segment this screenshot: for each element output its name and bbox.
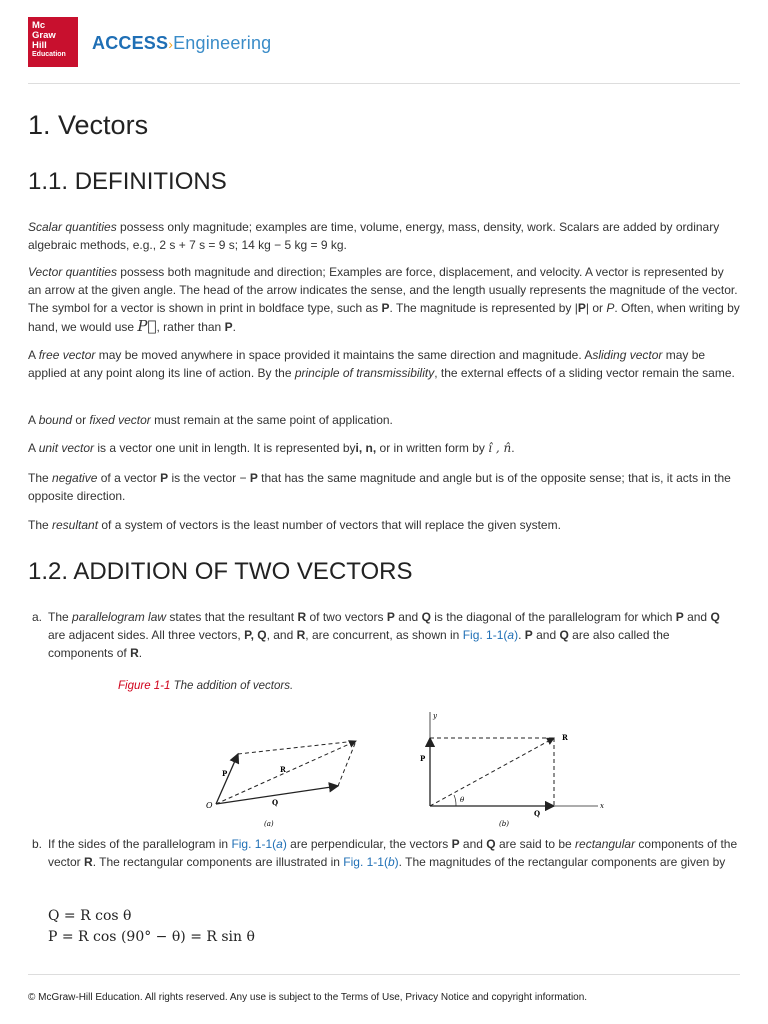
text: | or: [585, 301, 607, 315]
text: P: [577, 301, 586, 315]
text: and: [532, 628, 560, 642]
copyright-footer: © McGraw-Hill Education. All rights reserved. Any use is subject to the Terms of Use, Privacy Notice and copyright information.: [28, 992, 588, 1003]
text: of a vector: [97, 471, 161, 485]
text: may be applied at any point along its line of action. By the: [28, 348, 706, 380]
mcgraw-hill-logo[interactable]: [28, 17, 78, 67]
list-marker: b.: [32, 837, 43, 851]
term: Vector quantities: [28, 265, 117, 279]
text: If the sides of the parallelogram in: [48, 837, 232, 851]
figure-link-1-1a[interactable]: [463, 628, 518, 642]
text: . The magnitude is represented by |: [389, 301, 578, 315]
paragraph-bound-vector: [28, 411, 740, 429]
text: P: [524, 628, 533, 642]
subfigure-label-a: (a): [264, 820, 274, 828]
text: i, n,: [355, 441, 377, 455]
header-divider: [28, 83, 740, 84]
label-q: Q: [534, 809, 541, 818]
text: R: [296, 628, 306, 642]
text: are adjacent sides. All three vectors,: [48, 628, 245, 642]
paragraph-resultant: [28, 516, 740, 534]
link-text: Fig. 1-1(: [343, 855, 388, 869]
text: and: [683, 610, 711, 624]
text: .: [232, 320, 236, 334]
text: states that the resultant: [166, 610, 298, 624]
link-text: a: [276, 837, 283, 851]
text: are also called the components of: [48, 628, 670, 660]
vector-r-dashed: [430, 738, 554, 806]
label-o: O: [206, 801, 213, 810]
text: of two vectors: [306, 610, 387, 624]
term: negative: [52, 471, 98, 485]
text: .: [511, 441, 515, 455]
label-theta: θ: [460, 796, 465, 804]
term: sliding vector: [592, 348, 663, 362]
label-q: Q: [272, 798, 279, 807]
text: A: [28, 348, 39, 362]
text: P: [160, 471, 169, 485]
paragraph-vector: [28, 263, 740, 336]
rectangular-figure-b: [420, 712, 604, 828]
text: .: [138, 646, 143, 660]
text: The: [48, 610, 73, 624]
text: Q: [486, 837, 496, 851]
brand-access: ACCESS: [92, 33, 169, 53]
text: possess both magnitude and direction; Examples are force, displacement, and velocity. A vector is represented by an arrow at the given angle. The head of the arrow indicates the sense, and the length usually represents the magnitude of the vector. The symbol for a vector is shown in print in boldface type, such as: [28, 265, 738, 315]
paragraph-scalar: [28, 218, 740, 254]
text: P, Q: [244, 628, 267, 642]
text: P: [381, 301, 390, 315]
text: , and: [266, 628, 297, 642]
text: P: [451, 837, 460, 851]
text: are perpendicular, the vectors: [286, 837, 452, 851]
text: . Often, when writing by hand, we would use: [28, 301, 740, 334]
text: . The rectangular components are illustrated in: [92, 855, 344, 869]
label-p: P: [420, 754, 426, 763]
site-header: [0, 0, 768, 84]
term: principle of transmissibility: [294, 366, 435, 380]
dashed-side: [238, 741, 356, 754]
text: , the external effects of a sliding vector remain the same.: [434, 366, 735, 380]
text: may be moved anywhere in space provided it maintains the same direction and magnitude. A: [95, 348, 593, 362]
link-text: Fig. 1-1(: [462, 628, 508, 642]
subfigure-label-b: (b): [499, 820, 509, 828]
footer-divider: [28, 974, 740, 975]
text: P: [386, 610, 395, 624]
caption-text: The addition of vectors.: [170, 680, 294, 692]
text: P: [249, 471, 258, 485]
brand-engineering: Engineering: [173, 33, 272, 53]
text: is the vector −: [168, 471, 250, 485]
list-marker: a.: [32, 610, 43, 624]
vector-p-arrow: [216, 754, 238, 804]
label-y: y: [433, 712, 437, 720]
term: unit vector: [38, 441, 95, 455]
paragraph-negative: [28, 469, 740, 505]
text: components of the vector: [48, 837, 738, 869]
term: parallelogram law: [72, 610, 167, 624]
logo-line: Mc: [32, 20, 46, 31]
text: that has the same magnitude and angle but is of the opposite sense; that is, it acts in the opposite direction.: [28, 471, 731, 503]
figure-1-1-diagram: [198, 706, 618, 830]
logo-line: Graw: [32, 30, 56, 41]
text: Q: [421, 610, 431, 624]
theta-arc: [454, 795, 456, 806]
text: of a system of vectors is the least number of vectors that will replace the given system.: [98, 518, 561, 532]
text: P: [675, 610, 684, 624]
text: P: [606, 301, 615, 315]
section-heading-definitions: 1.1. DEFINITIONS: [28, 168, 227, 195]
label-p: P: [222, 769, 228, 778]
figure-link-1-1b[interactable]: [343, 855, 398, 869]
paragraph-free-vector: [28, 346, 740, 382]
text: The: [28, 518, 53, 532]
term: bound: [38, 413, 73, 427]
text: R: [130, 646, 139, 660]
label-r: R: [562, 733, 568, 742]
link-text: ): [282, 837, 287, 851]
text: possess only magnitude; examples are time, volume, energy, mass, density, work. Scalars are added by ordinary algebraic methods, e.g., 2 s + 7 s = 9 s; 14 kg − 5 kg = 9 kg.: [28, 220, 720, 252]
link-text: b: [387, 855, 395, 869]
section-heading-addition: 1.2. ADDITION OF TWO VECTORS: [28, 558, 413, 585]
page-title: 1. Vectors: [28, 110, 149, 140]
text: Q: [710, 610, 720, 624]
math-p-vector: P⃗: [137, 317, 157, 335]
text: A: [28, 441, 39, 455]
text: The: [28, 471, 53, 485]
equation-q: Q = R cos θ: [48, 908, 132, 924]
vector-r-dashed: [216, 741, 356, 804]
label-x: x: [600, 802, 604, 810]
text: is the diagonal of the parallelogram for which: [430, 610, 676, 624]
label-r: R: [280, 765, 286, 774]
text: A: [28, 413, 39, 427]
text: and: [394, 610, 422, 624]
term: resultant: [52, 518, 99, 532]
link-text: a: [507, 628, 515, 642]
figure-caption: [118, 680, 293, 692]
link-text: ): [514, 628, 519, 642]
equation-p: P = R cos (90° − θ) = R sin θ: [48, 929, 255, 945]
math-unit-vectors: î , n̂: [488, 441, 512, 455]
text: . The magnitudes of the rectangular components are given by: [398, 855, 726, 869]
term: fixed vector: [89, 413, 151, 427]
text: R: [84, 855, 93, 869]
figure-label: Figure 1-1: [118, 680, 171, 692]
text: , rather than: [156, 320, 225, 334]
logo-line: Education: [32, 51, 66, 58]
text: are said to be: [495, 837, 576, 851]
text: .: [518, 628, 525, 642]
link-text: ): [394, 855, 399, 869]
term: Scalar quantities: [28, 220, 117, 234]
text: or: [72, 413, 90, 427]
text: Q: [559, 628, 569, 642]
figure-link-1-1a[interactable]: [231, 837, 286, 851]
text: , are concurrent, as shown in: [305, 628, 463, 642]
text: P: [224, 320, 233, 334]
parallelogram-figure-a: [206, 741, 356, 828]
logo-line: Hill: [32, 40, 47, 51]
text: is a vector one unit in length. It is represented by: [94, 441, 356, 455]
term: free vector: [38, 348, 96, 362]
chevron-icon: ›: [168, 36, 174, 52]
text: must remain at the same point of application.: [150, 413, 393, 427]
text: and: [459, 837, 487, 851]
link-text: Fig. 1-1(: [231, 837, 277, 851]
paragraph-unit-vector: [28, 439, 740, 457]
access-engineering-logo[interactable]: [92, 33, 271, 54]
term: rectangular: [575, 837, 636, 851]
text: R: [297, 610, 307, 624]
text: or in written form by: [376, 441, 489, 455]
